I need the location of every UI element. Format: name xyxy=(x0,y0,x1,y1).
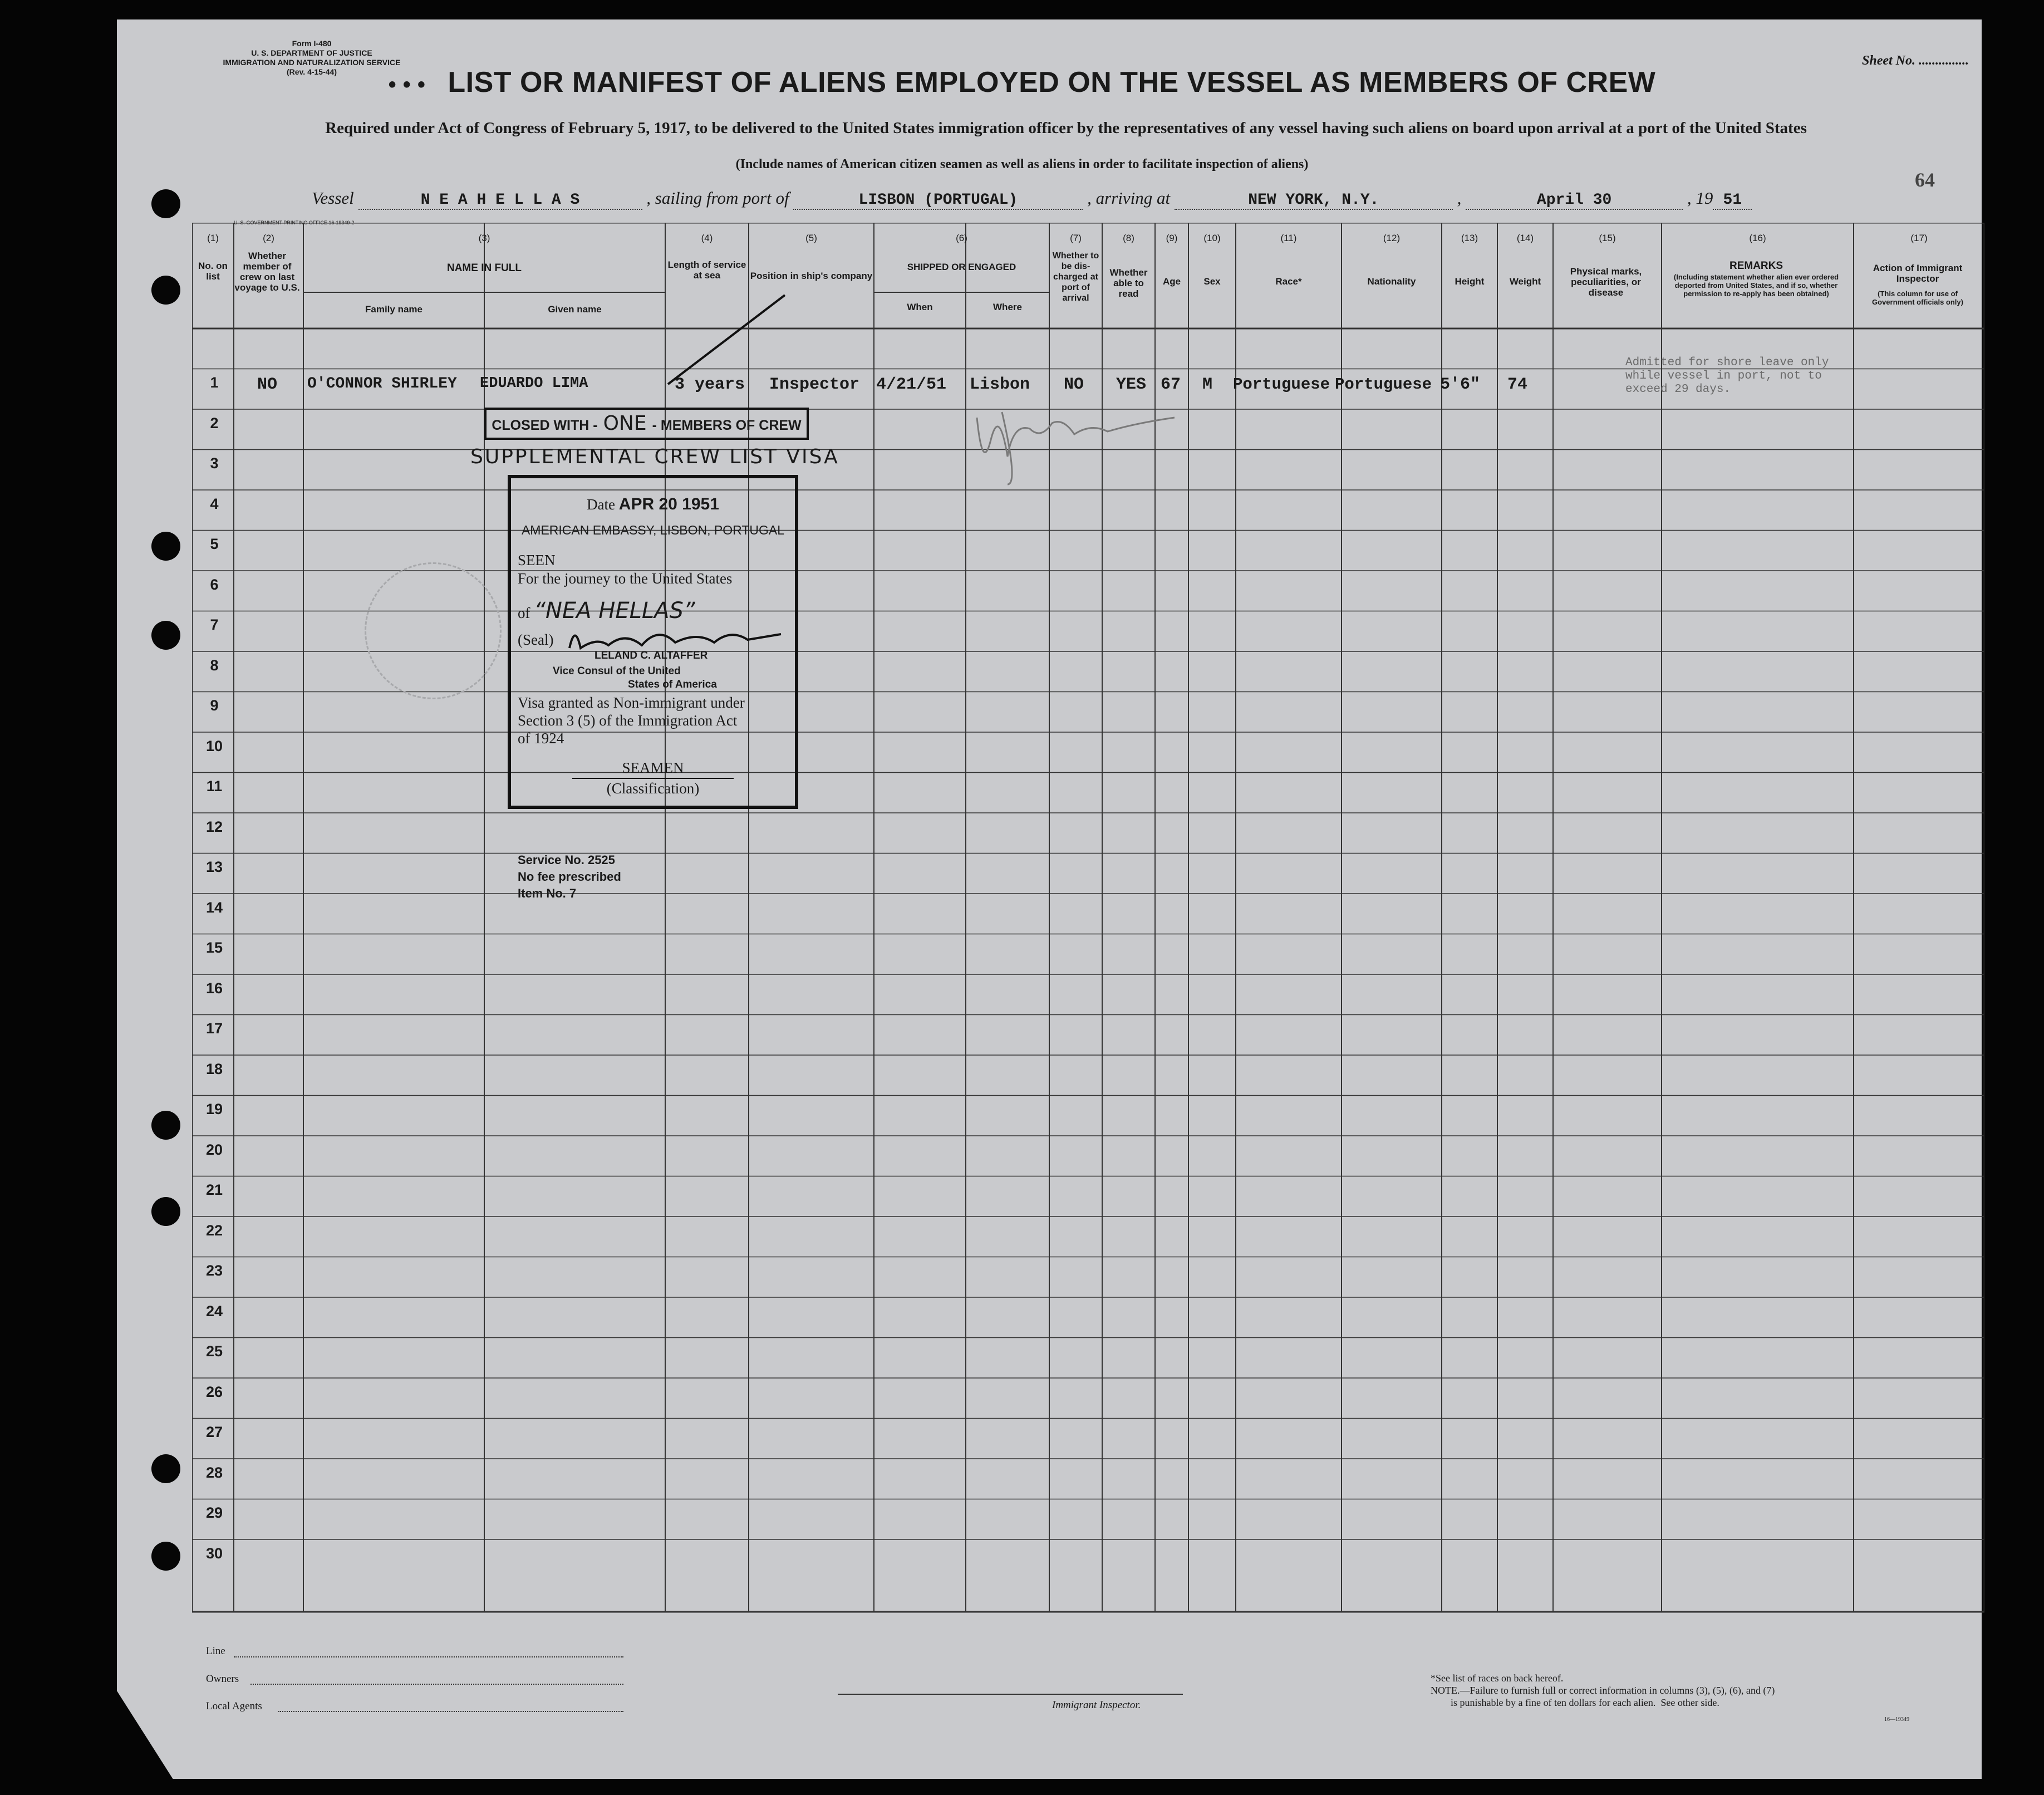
row-number: 9 xyxy=(210,697,219,714)
row-number: 6 xyxy=(210,576,219,593)
row-number: 18 xyxy=(205,1060,223,1077)
closed-count: ONE xyxy=(603,412,647,435)
column-number: (16) xyxy=(1749,233,1766,243)
header-sex: Sex xyxy=(1203,276,1221,287)
entry-weight: 74 xyxy=(1507,375,1528,394)
header-where: Where xyxy=(993,302,1022,312)
visa-ship: “NEA HELLAS” xyxy=(534,598,695,624)
row-number: 26 xyxy=(205,1383,223,1400)
page-number: 64 xyxy=(1915,169,1935,191)
title-mark: • • • xyxy=(388,72,426,97)
row-number: 4 xyxy=(210,495,219,512)
punch-hole-1 xyxy=(151,189,180,218)
row-number: 27 xyxy=(205,1424,223,1440)
visa-date: APR 20 1951 xyxy=(618,495,719,513)
arrival-date: April 30 xyxy=(1466,192,1683,210)
row-number: 3 xyxy=(210,455,219,472)
inspector-initials xyxy=(969,390,1180,490)
consul-country: States of America xyxy=(628,679,717,690)
punch-hole-6 xyxy=(151,1197,180,1226)
arriving-label: , arriving at xyxy=(1087,188,1171,208)
title-text: LIST OR MANIFEST OF ALIENS EMPLOYED ON THE VESSEL AS MEMBERS OF CREW xyxy=(448,66,1656,99)
column-number: (4) xyxy=(701,233,713,243)
consul-title: Vice Consul of the United xyxy=(553,665,681,677)
header-physical: Physical marks, peculiarities, or disease xyxy=(1570,266,1642,298)
visa-of-label: of xyxy=(518,605,530,621)
row-number: 23 xyxy=(205,1262,223,1279)
column-number: (5) xyxy=(805,233,817,243)
footer-code: 16—19349 xyxy=(1884,1716,1909,1723)
visa-stamp xyxy=(508,475,798,809)
header-age: Age xyxy=(1162,276,1181,287)
column-number: (6) xyxy=(956,233,967,243)
column-number: (1) xyxy=(207,233,219,243)
year-prefix: 19 xyxy=(1696,188,1713,208)
sheet-number: Sheet No. ............... xyxy=(1862,53,1969,68)
row-number: 8 xyxy=(210,656,219,674)
department-name: U. S. DEPARTMENT OF JUSTICE xyxy=(251,48,372,57)
vessel-name: N E A H E L L A S xyxy=(358,192,642,210)
entry-remarks: Admitted for shore leave only while vessel in port, not to exceed 29 days. xyxy=(1625,356,1829,396)
header-shipped: SHIPPED OR ENGAGED xyxy=(907,262,1016,272)
closed-stamp xyxy=(484,408,809,440)
visa-date-label: Date xyxy=(587,496,616,513)
embassy-seal xyxy=(365,562,502,699)
arrival-year: 51 xyxy=(1713,192,1752,210)
header-discharged: Whether to be dis-charged at port of arrival xyxy=(1052,251,1099,303)
row-number: 30 xyxy=(205,1544,223,1562)
punch-hole-4 xyxy=(151,621,180,650)
visa-seal-label: (Seal) xyxy=(518,631,554,648)
closed-suffix: - MEMBERS OF CREW xyxy=(652,418,802,433)
service-item: Item No. 7 xyxy=(518,886,577,900)
visa-class: SEAMEN xyxy=(622,759,684,776)
row-number: 12 xyxy=(205,818,223,835)
punch-hole-7 xyxy=(151,1454,180,1483)
service-number: Service No. 2525 xyxy=(518,853,615,867)
entry-when: 4/21/51 xyxy=(876,375,947,394)
closed-prefix: CLOSED WITH - xyxy=(492,418,598,433)
row-number: 5 xyxy=(210,536,219,552)
service-fee: No fee prescribed xyxy=(518,870,621,884)
header-name-in-full: NAME IN FULL xyxy=(446,262,522,274)
sailing-port: LISBON (PORTUGAL) xyxy=(793,192,1083,210)
include-note: (Include names of American citizen seamen as well as aliens in order to facilitate inspection of aliens) xyxy=(735,157,1309,171)
row-number: 2 xyxy=(210,414,219,431)
visa-granted-3: of 1924 xyxy=(518,730,564,747)
footer-owners-label: Owners xyxy=(206,1673,239,1685)
consul-name: LELAND C. ALTAFFER xyxy=(594,650,708,661)
entry-race: Portuguese xyxy=(1233,375,1330,394)
printing-office: U. S. GOVERNMENT PRINTING OFFICE 16-19349-2 xyxy=(234,220,355,225)
header-given-name: Given name xyxy=(548,304,602,315)
column-number: (12) xyxy=(1383,233,1401,243)
footer-agents-label: Local Agents xyxy=(206,1700,262,1712)
visa-date-row xyxy=(511,495,795,514)
row-number: 16 xyxy=(205,979,223,997)
row-number: 17 xyxy=(205,1020,223,1037)
entry-family-name: O'CONNOR SHIRLEY xyxy=(307,375,457,393)
service-name: IMMIGRATION AND NATURALIZATION SERVICE xyxy=(223,58,401,67)
visa-journey: For the journey to the United States xyxy=(518,570,733,587)
column-number: (10) xyxy=(1203,233,1221,243)
entry-nationality: Portuguese xyxy=(1335,375,1432,394)
header-family-name: Family name xyxy=(365,304,422,315)
row-number: 15 xyxy=(205,939,223,956)
page-title xyxy=(0,66,2044,99)
service-stamp xyxy=(518,852,621,902)
entry-sex: M xyxy=(1202,375,1213,394)
arriving-port: NEW YORK, N.Y. xyxy=(1175,192,1453,210)
row-number: 10 xyxy=(205,737,223,754)
row-number: 21 xyxy=(205,1181,223,1198)
header-no-on-list: No. on list xyxy=(198,261,228,282)
row-number: 29 xyxy=(205,1504,223,1521)
entry-where: Lisbon xyxy=(970,375,1030,394)
supplemental-heading: SUPPLEMENTAL CREW LIST VISA xyxy=(470,445,839,468)
column-number: (9) xyxy=(1166,233,1178,243)
row-number: 25 xyxy=(205,1343,223,1360)
row-number: 13 xyxy=(205,859,223,875)
pen-stroke xyxy=(662,290,790,390)
footer-note: *See list of races on back hereof. NOTE.—Failure to furnish full or correct information in columns (3), (5), (6), and (7) is punishable by a fine of ten dollars for each alien. See other side. xyxy=(1431,1673,1775,1708)
punch-hole-5 xyxy=(151,1111,180,1140)
sailing-label: , sailing from port of xyxy=(646,188,789,208)
header-able-read: Whether able to read xyxy=(1109,267,1148,299)
entry-read: YES xyxy=(1116,375,1147,394)
punch-hole-3 xyxy=(151,532,180,561)
entry-height: 5'6" xyxy=(1440,375,1481,394)
entry-age: 67 xyxy=(1161,375,1181,394)
header-race: Race* xyxy=(1275,276,1302,287)
vessel-line: Vessel N E A H E L L A S , sailing from port of LISBON (PORTUGAL) , arriving at NEW YORK, N.Y. , April 30 , 19 51 xyxy=(312,188,1752,210)
punch-hole-2 xyxy=(151,276,180,305)
column-number: (11) xyxy=(1280,233,1297,243)
visa-granted-2: Section 3 (5) of the Immigration Act xyxy=(518,712,738,729)
visa-seen: SEEN xyxy=(518,552,556,568)
header-weight: Weight xyxy=(1509,276,1541,287)
requirement-text: Required under Act of Congress of February 5, 1917, to be delivered to the United States immigration officer by the representatives of any vessel having such aliens on board upon arrival at a port of the United States xyxy=(325,119,1807,137)
row-number: 14 xyxy=(205,899,223,916)
column-number: (3) xyxy=(478,233,490,243)
entry-member: NO xyxy=(257,375,278,394)
row-number: 28 xyxy=(205,1464,223,1481)
header-remarks: REMARKS xyxy=(1729,260,1783,272)
header-action: Action of Immigrant Inspector xyxy=(1873,263,1963,284)
column-number: (14) xyxy=(1516,233,1534,243)
entry-discharged: NO xyxy=(1064,375,1084,394)
row-number: 20 xyxy=(205,1141,223,1158)
column-number: (17) xyxy=(1910,233,1928,243)
column-number: (8) xyxy=(1123,233,1134,243)
row-number: 7 xyxy=(210,616,219,633)
visa-embassy: AMERICAN EMBASSY, LISBON, PORTUGAL xyxy=(521,523,785,537)
visa-granted-1: Visa granted as Non-immigrant under xyxy=(518,694,745,711)
column-number: (2) xyxy=(263,233,274,243)
header-action-sub: (This column for use of Government officials only) xyxy=(1872,290,1963,306)
column-number: (15) xyxy=(1599,233,1616,243)
row-number: 22 xyxy=(205,1222,223,1239)
entry-position: Inspector xyxy=(769,375,860,394)
entry-given-name: EDUARDO LIMA xyxy=(480,375,588,392)
header-when: When xyxy=(907,302,933,312)
footer-line-label: Line xyxy=(206,1645,225,1657)
row-number: 11 xyxy=(206,778,223,794)
entry-length: 3 years xyxy=(675,375,745,394)
header-nationality: Nationality xyxy=(1367,276,1416,287)
column-number: (7) xyxy=(1070,233,1082,243)
revision-date: (Rev. 4-15-44) xyxy=(286,67,337,76)
punch-hole-8 xyxy=(151,1542,180,1571)
header-length-service: Length of service at sea xyxy=(667,259,746,281)
footer-inspector-label: Immigrant Inspector. xyxy=(1052,1699,1141,1711)
row-number: 24 xyxy=(205,1302,223,1320)
form-number: Form I-480 xyxy=(292,39,332,48)
column-number: (13) xyxy=(1461,233,1478,243)
header-remarks-sub: (Including statement whether alien ever ordered deported from United States, and if so, whether permission to re-apply has been obtained) xyxy=(1673,273,1839,298)
row-number: 19 xyxy=(205,1101,223,1117)
header-whether-member: Whether member of crew on last voyage to U.S. xyxy=(234,251,300,293)
header-position: Position in ship's company xyxy=(750,271,873,281)
row-number: 1 xyxy=(210,374,219,391)
visa-class-label: (Classification) xyxy=(606,780,700,797)
header-height: Height xyxy=(1455,276,1485,287)
vessel-label: Vessel xyxy=(312,188,354,208)
